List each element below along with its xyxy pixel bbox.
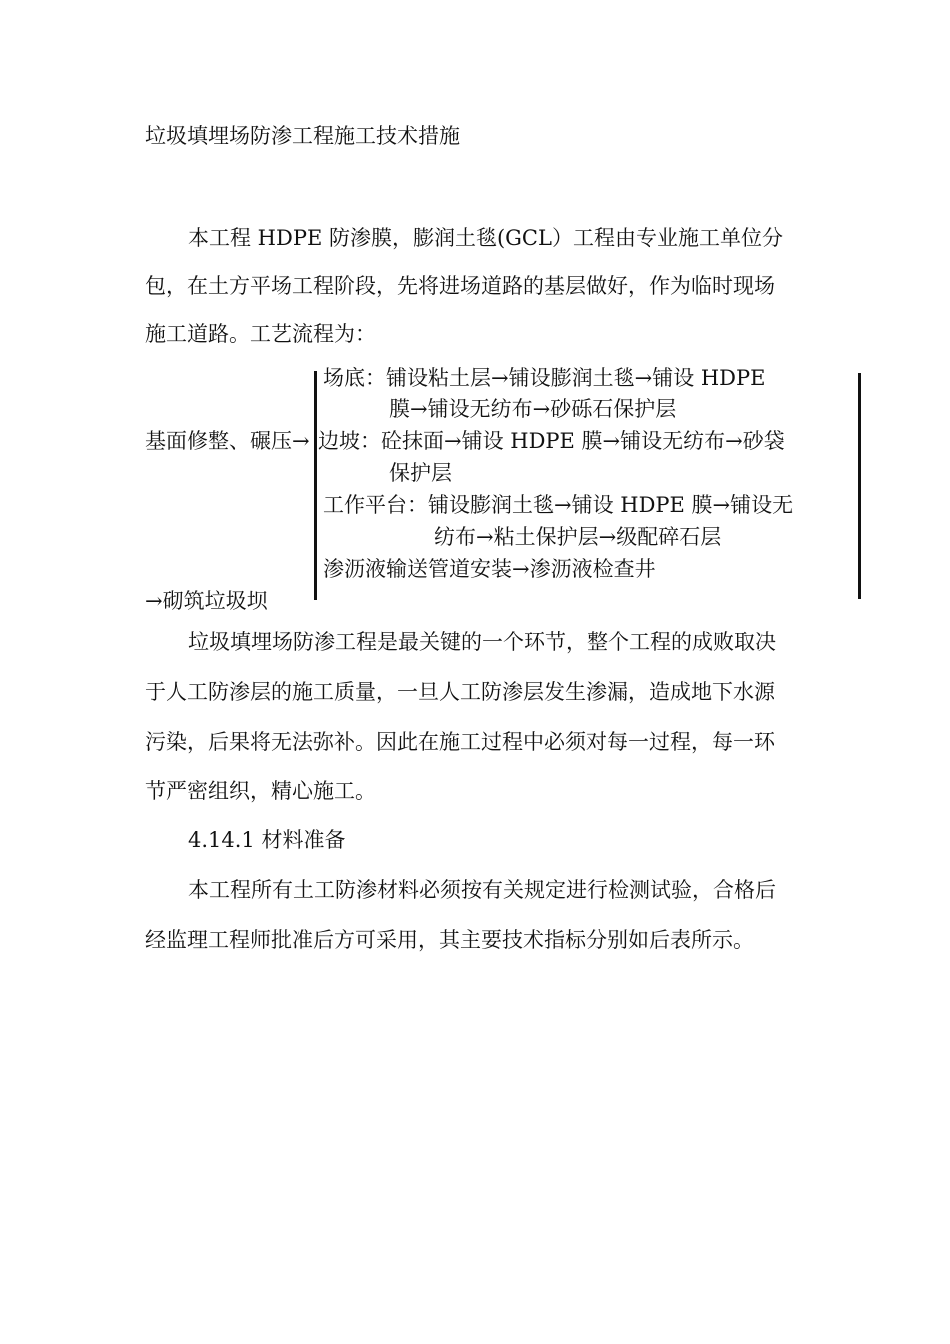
- section-line-1: 本工程所有土工防渗材料必须按有关规定进行检测试验，合格后: [188, 878, 776, 902]
- flow-slope-line-2: 保护层: [389, 461, 452, 485]
- paragraph-2-line-3: 污染，后果将无法弥补。因此在施工过程中必须对每一过程，每一环: [145, 730, 775, 754]
- intro-line-1: 本工程 HDPE 防渗膜，膨润土毯(GCL）工程由专业施工单位分: [188, 226, 783, 250]
- paragraph-2-line-4: 节严密组织，精心施工。: [145, 779, 376, 803]
- section-line-2: 经监理工程师批准后方可采用，其主要技术指标分别如后表所示。: [145, 928, 754, 952]
- flow-site-bottom-line-1: 场底：铺设粘土层→铺设膨润土毯→铺设 HDPE: [323, 366, 766, 390]
- section-heading: 4.14.1 材料准备: [188, 828, 346, 852]
- paragraph-2-line-1: 垃圾填埋场防渗工程是最关键的一个环节，整个工程的成败取决: [188, 630, 776, 654]
- flow-start: 基面修整、碾压→: [145, 429, 310, 453]
- intro-line-3: 施工道路。工艺流程为：: [145, 322, 376, 346]
- flow-slope-line-1: 边坡：砼抹面→铺设 HDPE 膜→铺设无纺布→砂袋: [318, 429, 785, 453]
- flow-leachate: 渗沥液输送管道安装→渗沥液检查井: [323, 557, 656, 581]
- flow-site-bottom-line-2: 膜→铺设无纺布→砂砾石保护层: [389, 397, 677, 421]
- intro-line-2: 包，在土方平场工程阶段，先将进场道路的基层做好，作为临时现场: [145, 274, 775, 298]
- paragraph-2-line-2: 于人工防渗层的施工质量，一旦人工防渗层发生渗漏，造成地下水源: [145, 680, 775, 704]
- flow-platform-line-1: 工作平台：铺设膨润土毯→铺设 HDPE 膜→铺设无: [323, 493, 794, 517]
- flow-platform-line-2: 纺布→粘土保护层→级配碎石层: [434, 525, 722, 549]
- flow-bracket-right: [858, 373, 861, 599]
- flow-end: →砌筑垃圾坝: [145, 589, 268, 613]
- flow-bracket-left: [314, 371, 317, 600]
- document-title: 垃圾填埋场防渗工程施工技术措施: [145, 124, 460, 148]
